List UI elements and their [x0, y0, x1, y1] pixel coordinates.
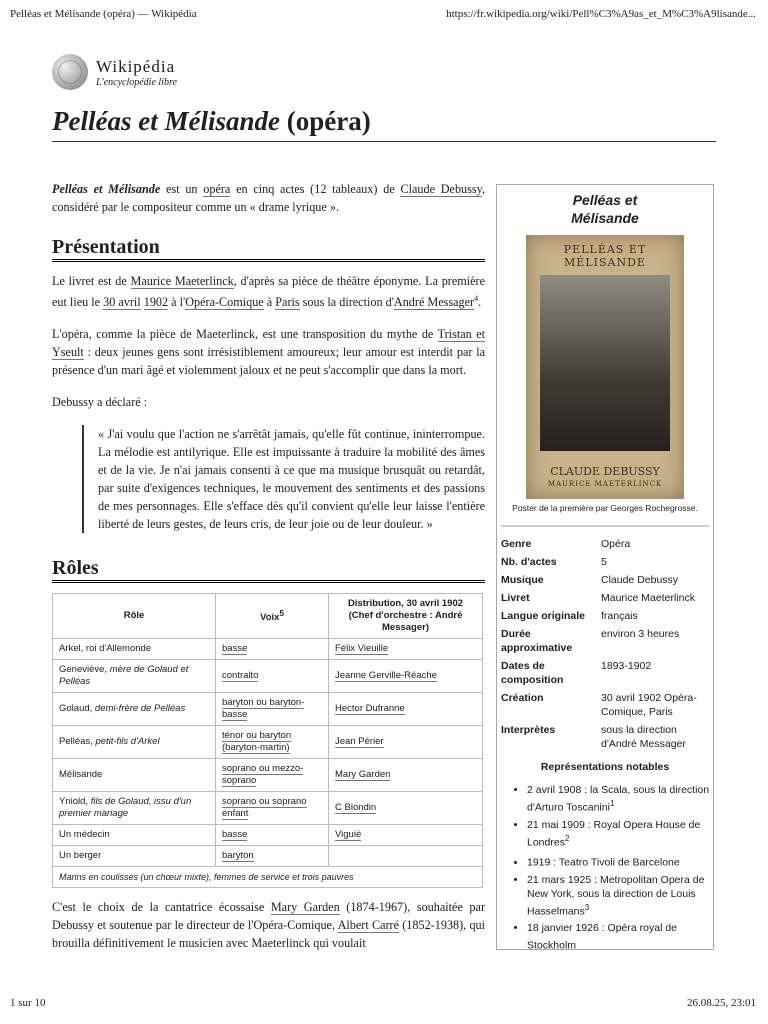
role-cell: Mélisande [53, 759, 216, 792]
infobox-row [497, 589, 713, 607]
distribution-cell[interactable]: Félix Vieuille [329, 639, 483, 660]
infobox-row [497, 607, 713, 625]
voix-cell[interactable]: soprano ou soprano enfant [216, 792, 329, 825]
voix-cell[interactable]: baryton [216, 846, 329, 867]
link-opera-comique[interactable]: Opéra-Comique [185, 295, 264, 310]
infobox-value[interactable]: 5 [601, 556, 607, 568]
roles-table [52, 593, 483, 888]
infobox-key: Langue originale [501, 610, 586, 622]
role-cell: Arkel, roi d'Allemonde [53, 639, 216, 660]
roles-footnote: Marins en coulisses (un chœur mixte), femmes de service et trois pauvres [53, 867, 483, 888]
table-row [53, 825, 483, 846]
table-row [53, 759, 483, 792]
presentation-paragraph-3: Debussy a déclaré : [52, 395, 148, 410]
section-heading-roles: Rôles [52, 559, 485, 583]
table-row [53, 726, 483, 759]
infobox [496, 184, 714, 950]
col-voix: Voix$^5$ [216, 594, 329, 639]
infobox-value[interactable]: sous la direction d'André Messager [601, 724, 686, 750]
infobox-key: Genre [501, 538, 532, 550]
role-cell: Golaud, demi-frère de Pelléas [53, 693, 216, 726]
distribution-cell[interactable]: Mary Garden [329, 759, 483, 792]
list-item[interactable]: • 2 avril 1908 : la Scala, sous la direction d'Arturo Toscanini$^1$ [527, 783, 713, 815]
distribution-cell[interactable]: Viguié [329, 825, 483, 846]
logo-wordmark: Wikipédia [96, 56, 176, 76]
print-header-title: Pelléas et Mélisande (opéra) — Wikipédia [10, 8, 197, 20]
list-item[interactable]: • 18 janvier 1926 : Opéra royal de Stockholm [527, 921, 713, 953]
infobox-key: Livret [501, 592, 530, 604]
page-count: 1 sur 10 [10, 997, 46, 1009]
voix-cell[interactable]: baryton ou baryton-basse [216, 693, 329, 726]
link-messager[interactable]: André Messager [393, 295, 475, 310]
debussy-quote: « J'ai voulu que l'action ne s'arrêtât jamais, qu'elle fût continue, ininterrompue. La mélodie est antilyrique. Elle est impuissante à traduire la mobilité des âmes et de la vie. Je n'ai jamais consenti à ce que ma musique brusquât ou retardât, par suite d'exigences techniques, le mouvement des sentiments et des passions de mes personnages. Elle s'efface dès qu'il convient qu'elle leur laisse l'entière liberté de leurs gestes, de leurs cris, de leur joie ou de leur douleur. » [82, 425, 485, 533]
poster-caption: Poster de la première par Georges Rochegrosse. [512, 503, 698, 513]
poster-image[interactable] [526, 235, 684, 499]
presentation-paragraph-2: L'opéra, comme la pièce de Maeterlinck, est une transposition du mythe de Tristan et Yseult : deux jeunes gens sont irrésistiblement amoureux; leur amour est interdit par la présence d'un mari âgé et violemment jaloux et ne peut s'accomplir que dans la mort. [52, 327, 485, 378]
voix-cell[interactable]: ténor ou baryton (baryton-martin) [216, 726, 329, 759]
table-row [53, 639, 483, 660]
infobox-title: Pelléas et Mélisande [571, 192, 639, 226]
wikipedia-globe-icon [52, 54, 88, 90]
link-opera[interactable]: opéra [203, 182, 231, 196]
link-debussy[interactable]: Claude Debussy [400, 182, 482, 196]
table-row [53, 693, 483, 726]
poster-composer: CLAUDE DEBUSSY [550, 465, 660, 478]
link-mary-garden[interactable]: Mary Garden [270, 900, 340, 915]
col-role: Rôle [53, 594, 216, 639]
infobox-key: Durée approximative [501, 628, 573, 654]
infobox-row [497, 535, 713, 553]
page-title: Pelléas et Mélisande (opéra) [52, 106, 716, 142]
link-maeterlinck[interactable]: Maurice Maeterlinck [130, 274, 234, 288]
link-paris[interactable]: Paris [275, 295, 300, 310]
role-cell: Yniold, fils de Golaud, issu d'un premier mariage [53, 792, 216, 825]
infobox-key: Nb. d'actes [501, 556, 557, 568]
list-item[interactable]: • 21 mai 1909 : Royal Opera House de Londres$^2$ [527, 818, 713, 850]
infobox-key: Interprètes [501, 724, 556, 736]
infobox-key: Dates de composition [501, 660, 564, 686]
distribution-cell[interactable] [329, 846, 483, 867]
infobox-divider [501, 525, 709, 527]
list-item[interactable]: • 1919 : Teatro Tivoli de Barcelone [527, 852, 713, 870]
role-cell: Un médecin [53, 825, 216, 846]
infobox-value[interactable]: 1893-1902 [601, 660, 652, 672]
infobox-value[interactable]: français [601, 610, 638, 622]
role-cell: Un berger [53, 846, 216, 867]
section-heading-presentation: Présentation [52, 238, 485, 262]
poster-scene [540, 275, 670, 451]
role-cell: Geneviève, mère de Golaud et Pelléas [53, 660, 216, 693]
infobox-key: Musique [501, 574, 544, 586]
intro-paragraph: Pelléas et Mélisande est un opéra en cinq actes (12 tableaux) de Claude Debussy, considéré par le compositeur comme un « drame lyrique ». [52, 182, 485, 214]
infobox-table [497, 535, 713, 753]
print-header [10, 8, 756, 20]
col-distribution: Distribution, 30 avril 1902 (Chef d'orchestre : André Messager) [329, 594, 483, 639]
infobox-value[interactable]: Maurice Maeterlinck [601, 592, 695, 604]
infobox-value[interactable]: Opéra [601, 538, 631, 550]
infobox-value[interactable]: Claude Debussy [601, 574, 679, 586]
voix-cell[interactable]: basse [216, 825, 329, 846]
voix-cell[interactable]: soprano ou mezzo-soprano [216, 759, 329, 792]
table-row [53, 846, 483, 867]
table-row [53, 660, 483, 693]
article-body [52, 180, 485, 966]
closing-paragraph: C'est le choix de la cantatrice écossaise Mary Garden (1874-1967), souhaitée par Debussy et soutenue par le directeur de l'Opéra-Comique, Albert Carré (1852-1938), qui brouilla définitivement le musicien avec Maeterlinck qui voulait [52, 900, 486, 951]
infobox-row [497, 571, 713, 589]
infobox-value[interactable]: environ 3 heures [601, 628, 680, 640]
infobox-key: Création [501, 692, 544, 704]
distribution-cell[interactable]: Hector Dufranne [329, 693, 483, 726]
print-footer [10, 997, 756, 1009]
distribution-cell[interactable]: Jean Périer [329, 726, 483, 759]
infobox-row [497, 553, 713, 571]
role-cell: Pelléas, petit-fils d'Arkel [53, 726, 216, 759]
voix-cell[interactable]: basse [216, 639, 329, 660]
link-albert-carre[interactable]: Albert Carré [337, 918, 400, 933]
infobox-subheading: Représentations notables [540, 761, 670, 773]
poster-title: PELLÉAS ET MÉLISANDE [563, 243, 647, 269]
link-30-avril[interactable]: 30 avril [103, 295, 141, 310]
infobox-value[interactable]: 30 avril 1902 Opéra-Comique, Paris [601, 692, 697, 718]
voix-cell[interactable]: contralto [216, 660, 329, 693]
ref-4[interactable]: 4 [474, 294, 479, 303]
representations-list [497, 783, 713, 953]
list-item[interactable]: • 21 mars 1925 : Metropolitan Opera de New York, sous la direction de Louis Hasselmans$^3$ [527, 873, 713, 919]
link-1902[interactable]: 1902 [143, 295, 169, 310]
presentation-paragraph-1: Le livret est de Maurice Maeterlinck, d'après sa pièce de théâtre éponyme. La première eut lieu le 30 avril 1902 à l'Opéra-Comique à Paris sous la direction d'André Messager$^4$. [52, 274, 486, 310]
link-tristan[interactable]: Tristan et Yseult [52, 327, 485, 360]
table-row [53, 792, 483, 825]
infobox-row [497, 721, 713, 753]
print-date: 26.08.25, 23:01 [686, 997, 756, 1009]
poster-author: MAURICE MAETERLINCK [547, 480, 663, 488]
distribution-cell[interactable]: Jeanne Gerville-Réache [329, 660, 483, 693]
logo-tagline: L'encyclopédie libre [96, 76, 177, 88]
wikipedia-logo[interactable] [52, 54, 177, 90]
infobox-row [497, 625, 713, 657]
print-header-url[interactable]: https://fr.wikipedia.org/wiki/Pell%C3%A9as_et_M%C3%A9lisande... [446, 8, 756, 20]
infobox-row [497, 689, 713, 721]
distribution-cell[interactable]: C Blondin [329, 792, 483, 825]
infobox-row [497, 657, 713, 689]
